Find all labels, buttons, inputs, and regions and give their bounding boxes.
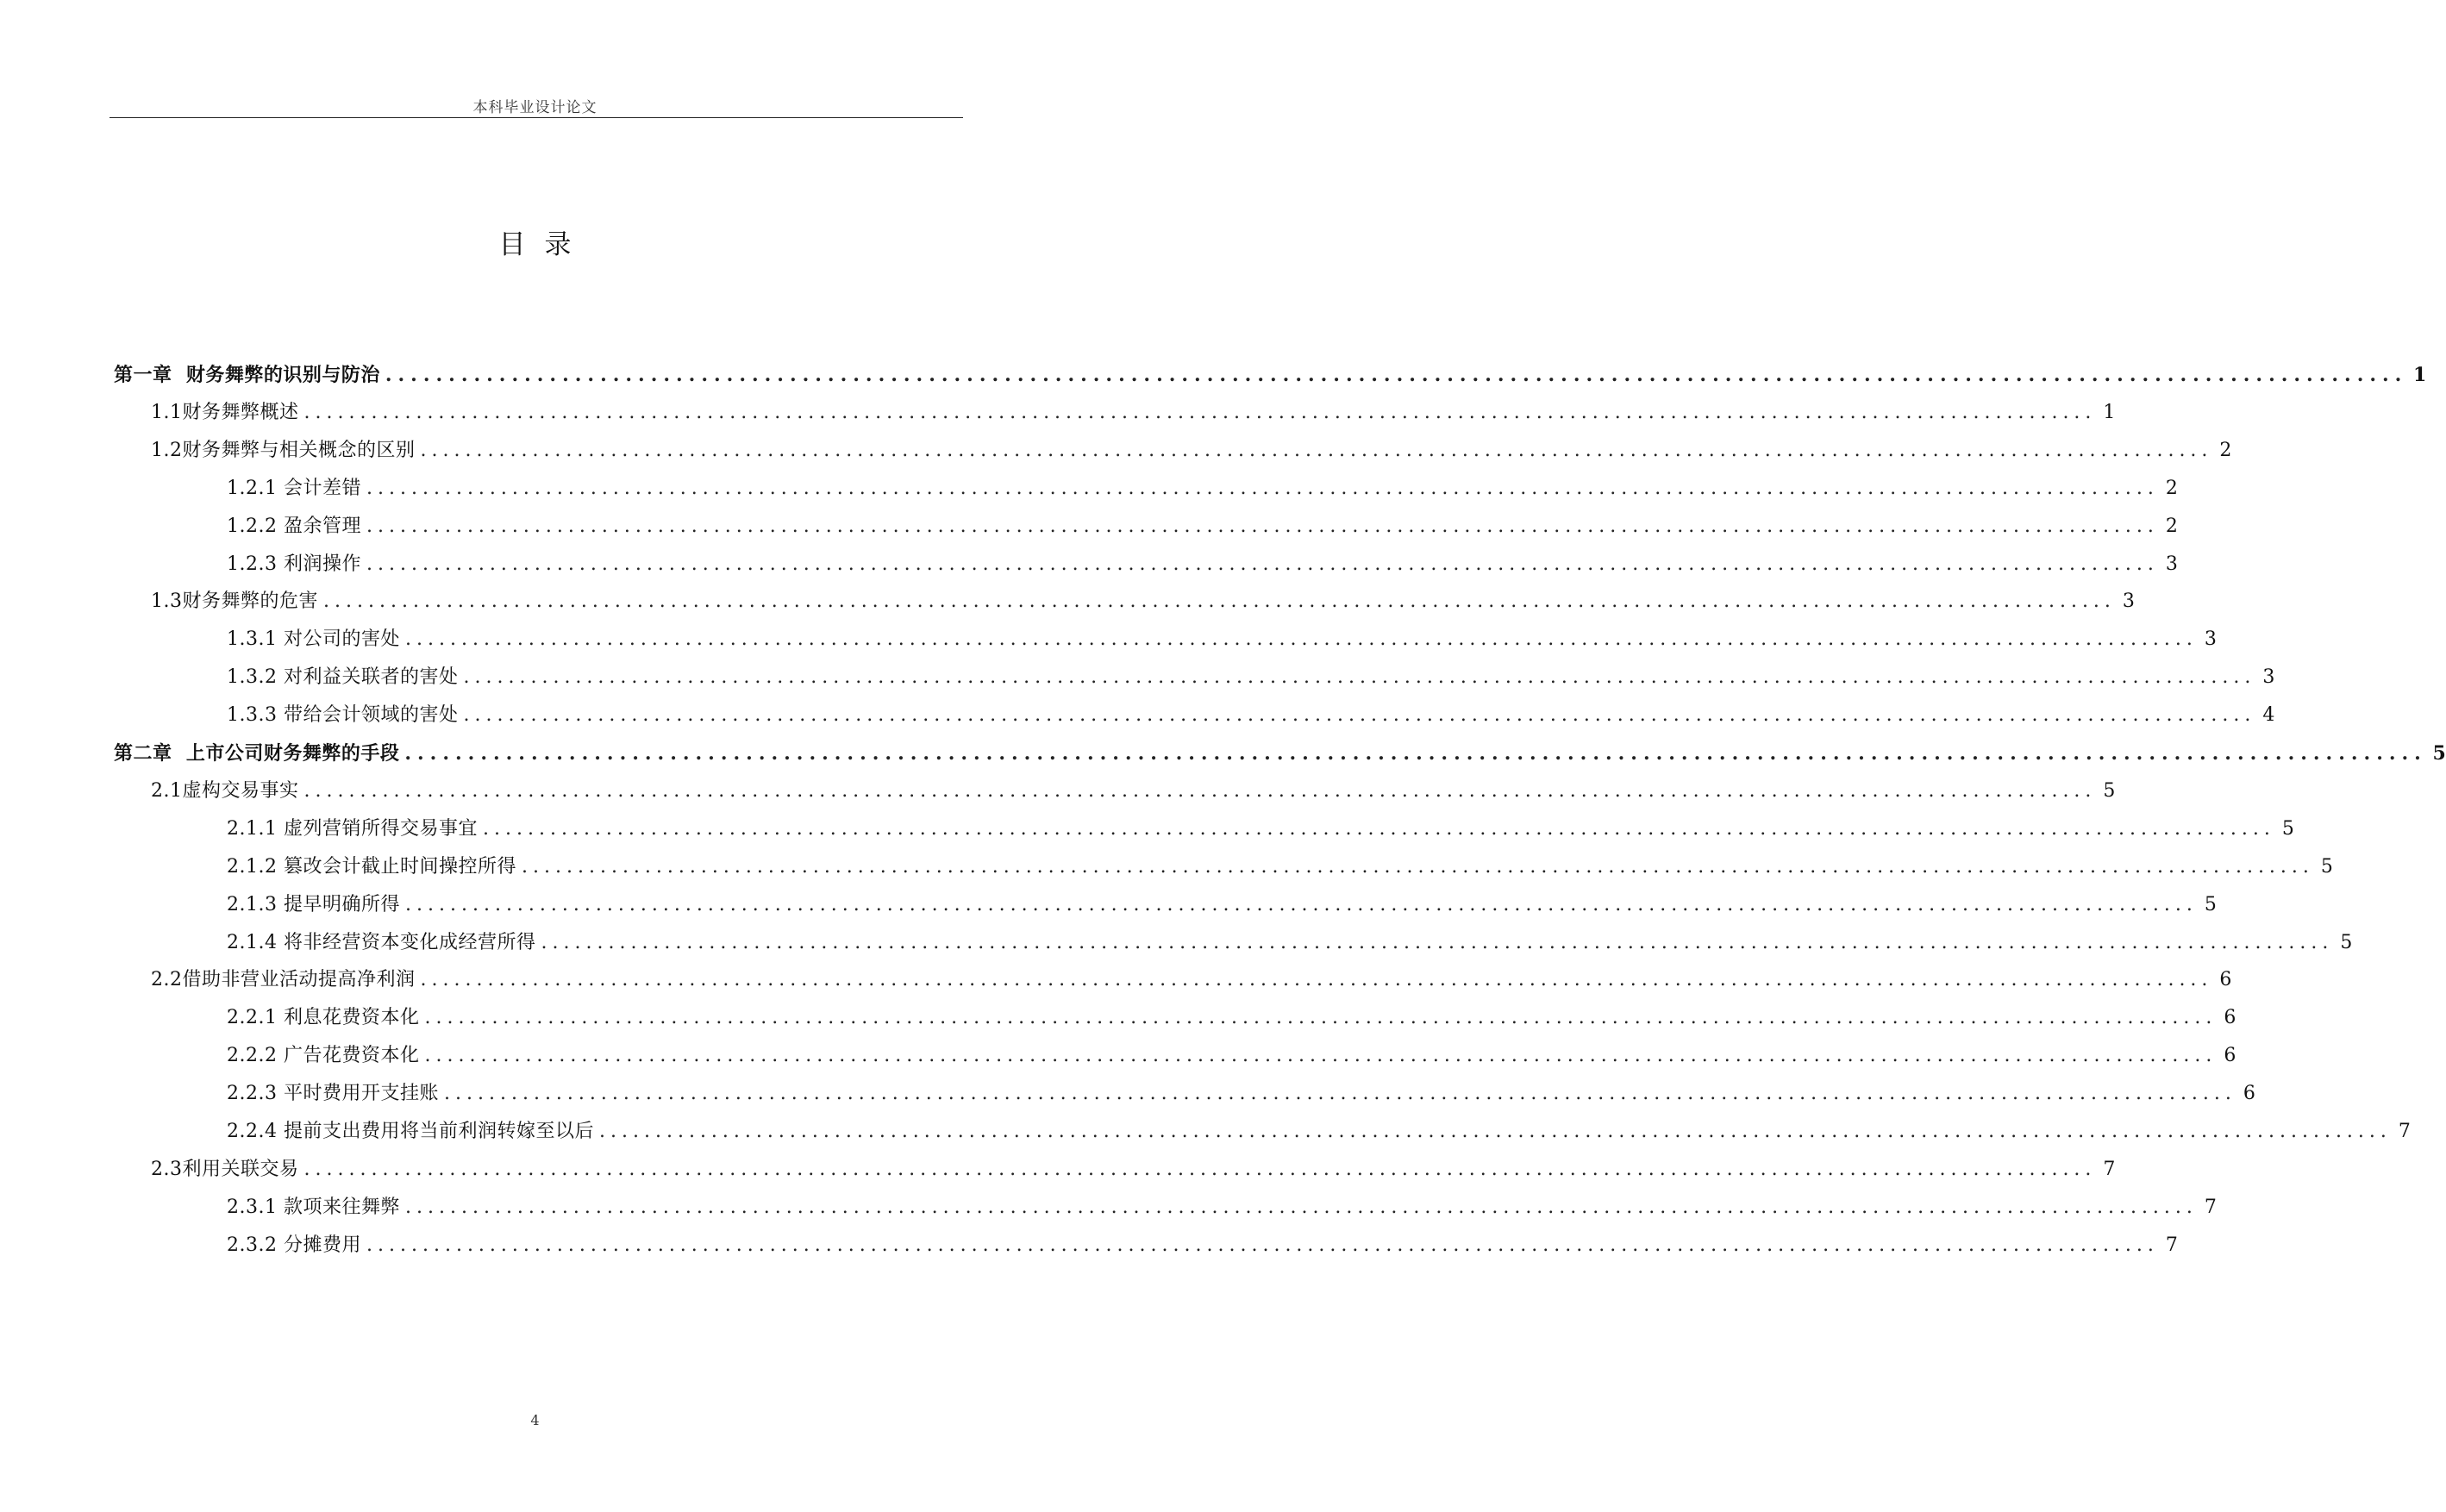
toc-entry-number: 2.3.2	[227, 1234, 278, 1256]
toc-entry-title: 虚列营销所得交易事宜	[283, 817, 478, 840]
toc-entry-number: 第二章	[114, 742, 172, 765]
toc-entry-page: 1	[2103, 401, 2116, 423]
toc-dot-leader: ................................................................................................................................................................	[463, 666, 2256, 689]
toc-dot-leader: ................................................................................................................................................................	[404, 742, 2427, 765]
toc-dot-leader: ................................................................................................................................................................	[463, 704, 2256, 727]
toc-entry-2-1-4[interactable]	[0, 928, 2353, 958]
toc-entry-page: 5	[2204, 893, 2217, 915]
toc-entry-title: 对利益关联者的害处	[283, 666, 459, 689]
toc-entry-label	[227, 890, 400, 920]
toc-entry-page: 7	[2103, 1158, 2116, 1180]
toc-entry-number: 1.2.3	[227, 553, 278, 575]
toc-entry-number: 2.3	[151, 1158, 183, 1180]
toc-entry-number: 2.1.3	[227, 893, 278, 915]
toc-entry-2-2-1[interactable]	[0, 1003, 2236, 1033]
toc-entry-page: 3	[2204, 628, 2217, 651]
toc-entry-title: 上市公司财务舞弊的手段	[185, 742, 400, 765]
toc-entry-page: 6	[2224, 1045, 2236, 1067]
toc-dot-leader: ................................................................................................................................................................	[424, 1007, 2218, 1029]
toc-entry-page: 7	[2398, 1121, 2411, 1142]
toc-entry-label	[227, 1231, 361, 1260]
toc-entry-label	[151, 1155, 299, 1184]
toc-entry-title: 财务舞弊与相关概念的区别	[182, 439, 416, 461]
toc-entry-page: 4	[2262, 704, 2275, 727]
toc-entry-page: 3	[2262, 666, 2275, 689]
toc-entry-page: 2	[2219, 439, 2232, 461]
toc-entry-1-3-3[interactable]	[0, 701, 2275, 730]
toc-dot-leader: ................................................................................................................................................................	[405, 893, 2198, 915]
toc-entry-2-2-4[interactable]	[0, 1117, 2411, 1146]
toc-title: 目录	[498, 229, 591, 260]
toc-entry-1-2-2[interactable]	[0, 512, 2178, 541]
toc-entry-label	[114, 360, 380, 390]
toc-dot-leader: ................................................................................................................................................................	[599, 1121, 2392, 1142]
toc-entry-title: 会计差错	[283, 477, 361, 499]
toc-dot-leader: ................................................................................................................................................................	[366, 553, 2159, 575]
toc-entry-title: 将非经营资本变化成经营所得	[283, 931, 536, 953]
toc-entry-label	[114, 739, 399, 768]
toc-entry-title: 提早明确所得	[283, 893, 400, 915]
toc-entry-label	[151, 777, 299, 806]
toc-entry-title: 利用关联交易	[182, 1158, 299, 1180]
toc-entry-第一章[interactable]	[0, 360, 2427, 390]
toc-entry-1-1[interactable]	[0, 398, 2116, 428]
toc-entry-title: 带给会计领域的害处	[283, 704, 459, 727]
toc-entry-1-2[interactable]	[0, 436, 2232, 465]
toc-entry-第二章[interactable]	[0, 739, 2446, 768]
toc-entry-page: 6	[2224, 1007, 2236, 1029]
toc-dot-leader: ................................................................................................................................................................	[303, 1158, 2097, 1180]
toc-entry-number: 2.1.2	[227, 855, 278, 878]
toc-entry-title: 财务舞弊的危害	[182, 590, 319, 613]
toc-dot-leader: ................................................................................................................................................................	[303, 401, 2097, 423]
toc-entry-2-2-3[interactable]	[0, 1079, 2255, 1109]
toc-entry-number: 2.1	[151, 779, 183, 802]
toc-entry-page: 3	[2165, 553, 2178, 575]
toc-entry-number: 1.1	[151, 401, 183, 423]
toc-entry-title: 提前支出费用将当前利润转嫁至以后	[283, 1121, 594, 1142]
toc-entry-label	[151, 965, 416, 995]
toc-entry-label	[227, 928, 536, 958]
toc-entry-page: 5	[2281, 817, 2294, 840]
toc-entry-title: 对公司的害处	[283, 628, 400, 651]
page-number: 4	[530, 1412, 540, 1428]
toc-entry-label	[151, 398, 299, 428]
toc-entry-number: 2.2.4	[227, 1121, 278, 1142]
toc-dot-leader: ................................................................................................................................................................	[405, 628, 2198, 651]
toc-entry-label	[227, 474, 361, 503]
toc-entry-number: 1.3.3	[227, 704, 278, 727]
toc-entry-page: 3	[2122, 590, 2135, 613]
toc-entry-1-2-1[interactable]	[0, 474, 2178, 503]
toc-entry-title: 借助非营业活动提高净利润	[182, 969, 416, 991]
toc-entry-label	[227, 625, 400, 654]
toc-entry-1-2-3[interactable]	[0, 550, 2178, 579]
toc-entry-title: 财务舞弊的识别与防治	[185, 364, 380, 386]
toc-entry-label	[151, 587, 318, 616]
toc-entry-title: 分摊费用	[283, 1234, 361, 1256]
toc-entry-2-3-2[interactable]	[0, 1231, 2178, 1260]
toc-dot-leader: ................................................................................................................................................................	[366, 515, 2159, 537]
toc-entry-2-1-2[interactable]	[0, 853, 2333, 882]
toc-entry-1-3[interactable]	[0, 587, 2135, 616]
toc-entry-number: 1.3.2	[227, 666, 278, 689]
toc-entry-number: 1.3	[151, 590, 183, 613]
toc-entry-page: 1	[2413, 364, 2427, 386]
toc-entry-2-3[interactable]	[0, 1155, 2116, 1184]
toc-entry-label	[151, 436, 416, 465]
toc-entry-page: 6	[2219, 969, 2232, 991]
toc-entry-2-1-3[interactable]	[0, 890, 2217, 920]
toc-dot-leader: ................................................................................................................................................................	[444, 1083, 2236, 1105]
toc-entry-label	[227, 1193, 400, 1222]
toc-entry-number: 2.3.1	[227, 1196, 278, 1218]
toc-entry-page: 5	[2432, 742, 2446, 765]
toc-entry-title: 款项来往舞弊	[283, 1196, 400, 1218]
toc-entry-label	[227, 815, 478, 844]
toc-dot-leader: ................................................................................................................................................................	[405, 1196, 2198, 1218]
toc-entry-page: 2	[2165, 477, 2178, 499]
toc-entry-title: 广告花费资本化	[283, 1045, 420, 1067]
toc-entry-page: 7	[2204, 1196, 2217, 1218]
toc-entry-number: 2.1.4	[227, 931, 278, 953]
toc-entry-number: 1.2.2	[227, 515, 278, 537]
toc-entry-number: 1.2	[151, 439, 183, 461]
toc-dot-leader: ................................................................................................................................................................	[420, 439, 2213, 461]
toc-dot-leader: ................................................................................................................................................................	[541, 931, 2334, 953]
toc-dot-leader: ................................................................................................................................................................	[483, 817, 2275, 840]
toc-entry-2-2-2[interactable]	[0, 1041, 2236, 1071]
toc-entry-title: 盈余管理	[283, 515, 361, 537]
toc-dot-leader: ................................................................................................................................................................	[366, 1234, 2159, 1256]
toc-entry-page: 7	[2165, 1234, 2178, 1256]
toc-dot-leader: ................................................................................................................................................................	[420, 969, 2213, 991]
toc-entry-label	[227, 1117, 594, 1146]
toc-entry-number: 1.3.1	[227, 628, 278, 651]
toc-dot-leader: ................................................................................................................................................................	[366, 477, 2159, 499]
toc-entry-title: 利息花费资本化	[283, 1007, 420, 1029]
toc-dot-leader: ................................................................................................................................................................	[385, 364, 2408, 386]
toc-entry-page: 2	[2165, 515, 2178, 537]
toc-entry-label	[227, 1079, 439, 1109]
toc-dot-leader: ................................................................................................................................................................	[522, 855, 2314, 878]
toc-entry-label	[227, 550, 361, 579]
toc-entry-page: 5	[2103, 779, 2116, 802]
toc-entry-label	[227, 1003, 420, 1033]
toc-entry-label	[227, 512, 361, 541]
toc-entry-title: 篡改会计截止时间操控所得	[283, 855, 516, 878]
toc-entry-number: 2.2.2	[227, 1045, 278, 1067]
toc-entry-page: 5	[2340, 931, 2353, 953]
header-divider	[109, 117, 963, 118]
toc-entry-1-3-1[interactable]	[0, 625, 2217, 654]
toc-entry-title: 财务舞弊概述	[182, 401, 299, 423]
running-header: 本科毕业设计论文	[472, 99, 597, 116]
toc-entry-title: 平时费用开支挂账	[283, 1083, 439, 1105]
toc-dot-leader: ................................................................................................................................................................	[424, 1045, 2218, 1067]
toc-entry-label	[227, 1041, 420, 1071]
toc-entry-2-2[interactable]	[0, 965, 2232, 995]
toc-dot-leader: ................................................................................................................................................................	[323, 590, 2116, 613]
toc-entry-number: 第一章	[114, 364, 172, 386]
toc-entry-label	[227, 701, 459, 730]
toc-entry-1-3-2[interactable]	[0, 663, 2275, 692]
toc-dot-leader: ................................................................................................................................................................	[303, 779, 2097, 802]
toc-entry-number: 2.2.3	[227, 1083, 278, 1105]
toc-entry-label	[227, 853, 516, 882]
toc-entry-page: 6	[2243, 1083, 2255, 1105]
toc-entry-number: 2.1.1	[227, 817, 278, 840]
toc-entry-2-1[interactable]	[0, 777, 2116, 806]
toc-entry-number: 1.2.1	[227, 477, 278, 499]
toc-entry-2-1-1[interactable]	[0, 815, 2294, 844]
toc-entry-title: 虚构交易事实	[182, 779, 299, 802]
toc-entry-label	[227, 663, 459, 692]
toc-entry-number: 2.2.1	[227, 1007, 278, 1029]
toc-entry-title: 利润操作	[283, 553, 361, 575]
toc-entry-2-3-1[interactable]	[0, 1193, 2217, 1222]
toc-entry-number: 2.2	[151, 969, 183, 991]
toc-entry-page: 5	[2320, 855, 2333, 878]
